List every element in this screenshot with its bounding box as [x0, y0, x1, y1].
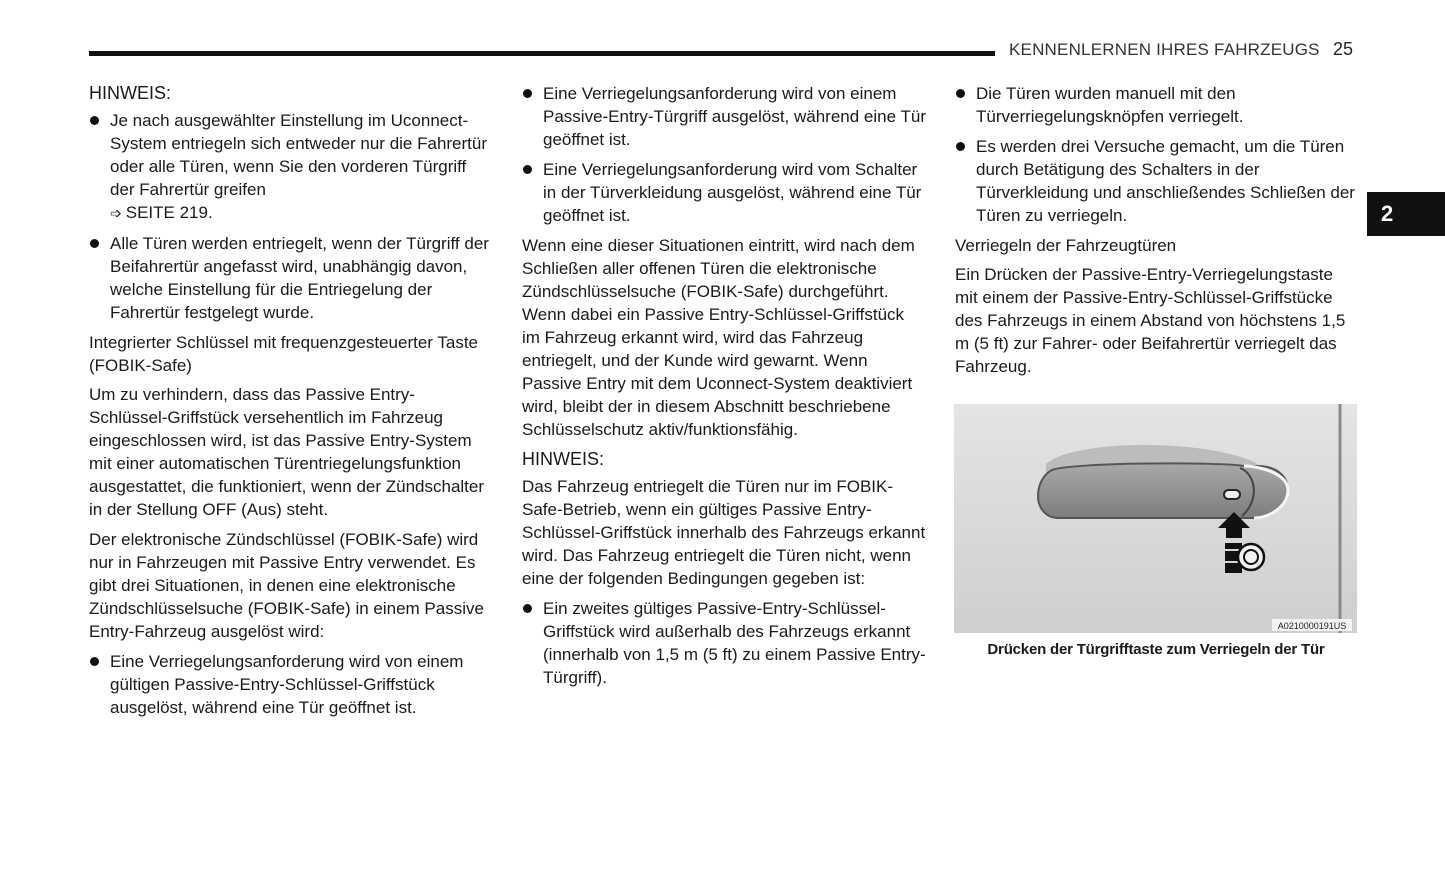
- running-header-title: KENNENLERNEN IHRES FAHRZEUGS: [1009, 40, 1320, 59]
- arrow-right-icon: ➩: [110, 205, 122, 221]
- bullet-icon: [90, 239, 99, 248]
- paragraph: Der elektronische Zündschlüssel (FOBIK-Safe) wird nur in Fahrzeugen mit Passive Entry verwendet. Es gibt drei Situationen, in denen eine elektronische Zündschlüsselsuche (FOBIK-Safe) in einem Passive Entry-Fahrzeug ausgelöst wird:: [89, 530, 484, 641]
- bullet-list: [955, 82, 1357, 227]
- door-handle: [1038, 463, 1288, 518]
- paragraph: Wenn eine dieser Situationen eintritt, wird nach dem Schließen aller offenen Türen die elektronische Zündschlüsselsuche (FOBIK-Safe) durchgeführt. Wenn dabei ein Passive Entry-Schlüssel-Griffstück im Fahrzeug erkannt wird, wird das Fahrzeug entriegelt, und der Kunde wird gewarnt. Wenn Passive Entry mit dem Uconnect-System deaktiviert wird, bleibt der in diesem Abschnitt beschriebene Schlüsselschutz aktiv/funktionsfähig.: [522, 236, 915, 439]
- lock-button-icon: [1224, 490, 1240, 499]
- list-item-text: Ein zweites gültiges Passive-Entry-Schlüssel-Griffstück wird außerhalb des Fahrzeugs erkannt (innerhalb von 1,5 m (5 ft) zu einem Passive Entry-Türgriff).: [543, 599, 926, 687]
- bullet-list: [522, 82, 926, 227]
- list-item-text: Die Türen wurden manuell mit den Türverriegelungsknöpfen verriegelt.: [976, 84, 1244, 126]
- column-right: [955, 82, 1357, 385]
- lock-symbol-bar-icon: [1225, 543, 1242, 549]
- list-item-text: Es werden drei Versuche gemacht, um die Türen durch Betätigung des Schalters in der Türverkleidung und anschließendes Schließen der Türen zu verriegeln.: [976, 137, 1355, 225]
- section-subheading: Verriegeln der Fahrzeugtüren: [955, 236, 1177, 255]
- bullet-list: [89, 109, 493, 324]
- list-item-text: Je nach ausgewählter Einstellung im Uconnect-System entriegeln sich entweder nur die Fahrertür oder alle Türen, wenn Sie den vorderen Türgriff der Fahrertür greifen: [110, 111, 488, 199]
- list-item: [89, 650, 493, 719]
- figure-code: A0210000191US: [1277, 621, 1347, 631]
- paragraph: Das Fahrzeug entriegelt die Türen nur im FOBIK-Safe-Betrieb, wenn ein gültiges Passive Entry-Schlüssel-Griffstück innerhalb des Fahrzeugs erkannt wird. Das Fahrzeug entriegelt die Türen nicht, wenn eine der folgenden Bedingungen gegeben ist:: [522, 477, 926, 588]
- header-rule: [89, 51, 995, 56]
- section-subheading: Integrierter Schlüssel mit frequenzgesteuerter Taste (FOBIK-Safe): [89, 333, 478, 375]
- list-item: [522, 597, 926, 689]
- bullet-icon: [523, 165, 532, 174]
- bullet-icon: [90, 116, 99, 125]
- list-item-text: Eine Verriegelungsanforderung wird von einem gültigen Passive-Entry-Schlüssel-Griffstück ausgelöst, während eine Tür geöffnet ist.: [110, 652, 464, 717]
- note-heading: HINWEIS:: [522, 449, 605, 469]
- bullet-icon: [523, 604, 532, 613]
- paragraph: Um zu verhindern, dass das Passive Entry-Schlüssel-Griffstück versehentlich im Fahrzeug eingeschlossen wird, ist das Passive Entry-System mit einer automatischen Türentriegelungsfunktion ausgestattet, die funktioniert, wenn der Zündschalter in der Stellung OFF (Aus) steht.: [89, 385, 485, 519]
- list-item: [955, 135, 1357, 227]
- note-heading: HINWEIS:: [89, 83, 172, 103]
- column-left: [89, 82, 493, 726]
- page-reference-text: SEITE 219.: [125, 203, 213, 222]
- page-reference[interactable]: [110, 201, 213, 225]
- bullet-icon: [90, 657, 99, 666]
- door-handle-figure: [954, 404, 1357, 633]
- bullet-icon: [956, 142, 965, 151]
- list-item: [89, 232, 493, 324]
- list-item-text: Alle Türen werden entriegelt, wenn der Türgriff der Beifahrertür angefasst wird, unabhängig davon, welche Einstellung für die Entriegelung der Fahrertür festgelegt wurde.: [110, 234, 489, 322]
- list-item: [89, 109, 493, 225]
- lock-symbol-circle-icon: [1238, 544, 1264, 570]
- bullet-list: [522, 597, 926, 689]
- list-item: [522, 82, 926, 151]
- list-item-text: Eine Verriegelungsanforderung wird von einem Passive-Entry-Türgriff ausgelöst, während eine Tür geöffnet ist.: [543, 84, 926, 149]
- page-number: 25: [1333, 39, 1354, 59]
- bullet-icon: [523, 89, 532, 98]
- figure-caption: Drücken der Türgrifftaste zum Verriegeln der Tür: [987, 641, 1325, 658]
- list-item: [522, 158, 926, 227]
- chapter-tab: 2: [1367, 192, 1445, 236]
- door-handle-illustration: [954, 404, 1357, 633]
- list-item-text: Eine Verriegelungsanforderung wird vom Schalter in der Türverkleidung ausgelöst, während eine Tür geöffnet ist.: [543, 160, 922, 225]
- bullet-icon: [956, 89, 965, 98]
- paragraph: Ein Drücken der Passive-Entry-Verriegelungstaste mit einem der Passive-Entry-Schlüssel-Griffstücke des Fahrzeugs in einem Abstand von höchstens 1,5 m (5 ft) zur Fahrer- oder Beifahrertür verriegelt das Fahrzeug.: [955, 265, 1346, 376]
- list-item: [955, 82, 1357, 128]
- bullet-list: [89, 650, 493, 719]
- column-middle: [522, 82, 926, 696]
